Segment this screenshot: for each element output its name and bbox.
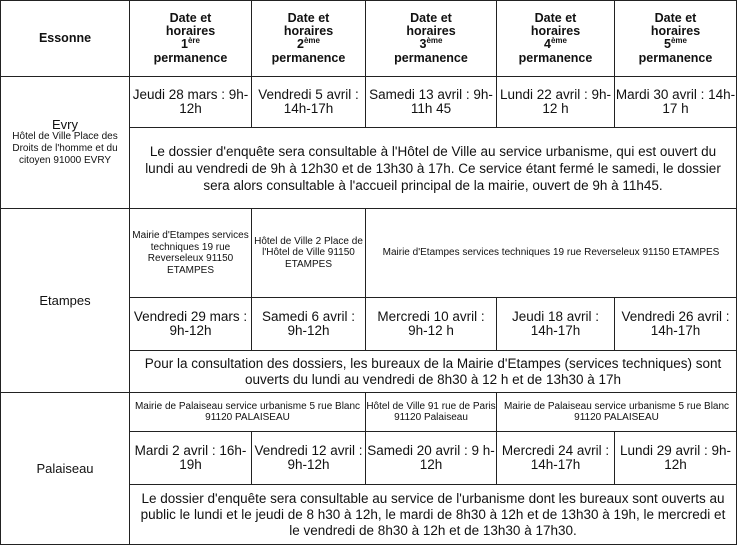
evry-date-5: Mardi 30 avril : 14h-17 h [615,77,737,128]
evry-date-1: Jeudi 28 mars : 9h-12h [130,77,252,128]
etampes-locations-row [1,209,737,298]
permanence-3-header: Date et horaires 3ème permanence [366,1,497,77]
etampes-date-3: Mercredi 10 avril : 9h-12 h [366,298,497,351]
etampes-location-3: Mairie d'Etampes services techniques 19 rue Reverseleux 91150 ETAMPES [366,209,737,298]
palaiseau-city: Palaiseau [36,461,94,476]
permanence-5-header: Date et horaires 5ème permanence [615,1,737,77]
palaiseau-location-3: Mairie de Palaiseau service urbanisme 5 rue Blanc 91120 PALAISEAU [497,393,737,432]
etampes-date-4: Jeudi 18 avril : 14h-17h [497,298,615,351]
evry-address: Hôtel de Ville Place des Droits de l'homme et du citoyen 91000 EVRY [12,131,118,166]
palaiseau-date-4: Mercredi 24 avril : 14h-17h [497,432,615,485]
etampes-date-5: Vendredi 26 avril : 14h-17h [615,298,737,351]
header-row [1,1,737,77]
evry-date-3: Samedi 13 avril : 9h-11h 45 [366,77,497,128]
etampes-date-2: Samedi 6 avril : 9h-12h [252,298,366,351]
etampes-location-cell [1,209,130,393]
permanence-2-header: Date et horaires 2ème permanence [252,1,366,77]
evry-location-cell [1,77,130,209]
palaiseau-note: Le dossier d'enquête sera consultable au service de l'urbanisme dont les bureaux sont ouverts au public le lundi et le jeudi de 8 h30 à 12h, le mardi de 8h30 à 12h et de 13h30 à 19h, le mercredi et le vendredi de 8h30 à 12h et de 13h30 à 17h30. [130,485,737,545]
palaiseau-location-2: Hôtel de Ville 91 rue de Paris 91120 Palaiseau [366,393,497,432]
region-column-header: Essonne [1,1,130,77]
palaiseau-date-1: Mardi 2 avril : 16h-19h [130,432,252,485]
etampes-city: Etampes [39,293,91,308]
evry-date-2: Vendredi 5 avril : 14h-17h [252,77,366,128]
palaiseau-locations-row [1,393,737,432]
etampes-note: Pour la consultation des dossiers, les bureaux de la Mairie d'Etampes (services techniques) sont ouverts du lundi au vendredi de 8h30 à 12 h et de 13h30 à 17h [130,351,737,393]
palaiseau-location-1: Mairie de Palaiseau service urbanisme 5 rue Blanc 91120 PALAISEAU [130,393,366,432]
etampes-location-1: Mairie d'Etampes services techniques 19 rue Reverseleux 91150 ETAMPES [130,209,252,298]
evry-city: Evry [52,117,78,132]
evry-note: Le dossier d'enquête sera consultable à l'Hôtel de Ville au service urbanisme, qui est ouvert du lundi au vendredi de 9h à 12h30 et de 13h30 à 17h. Ce service étant fermé le samedi, le dossier sera alors consultable à l'accueil principal de la mairie, ouvert de 9h à 11h45. [130,128,737,209]
palaiseau-date-5: Lundi 29 avril : 9h- 12h [615,432,737,485]
evry-dates-row [1,77,737,128]
permanence-1-header: Date et horaires 1ère permanence [130,1,252,77]
palaiseau-date-2: Vendredi 12 avril : 9h-12h [252,432,366,485]
etampes-location-2: Hôtel de Ville 2 Place de l'Hôtel de Ville 91150 ETAMPES [252,209,366,298]
permanence-4-header: Date et horaires 4ème permanence [497,1,615,77]
etampes-date-1: Vendredi 29 mars : 9h-12h [130,298,252,351]
palaiseau-date-3: Samedi 20 avril : 9 h-12h [366,432,497,485]
palaiseau-location-cell [1,393,130,545]
evry-date-4: Lundi 22 avril : 9h-12 h [497,77,615,128]
